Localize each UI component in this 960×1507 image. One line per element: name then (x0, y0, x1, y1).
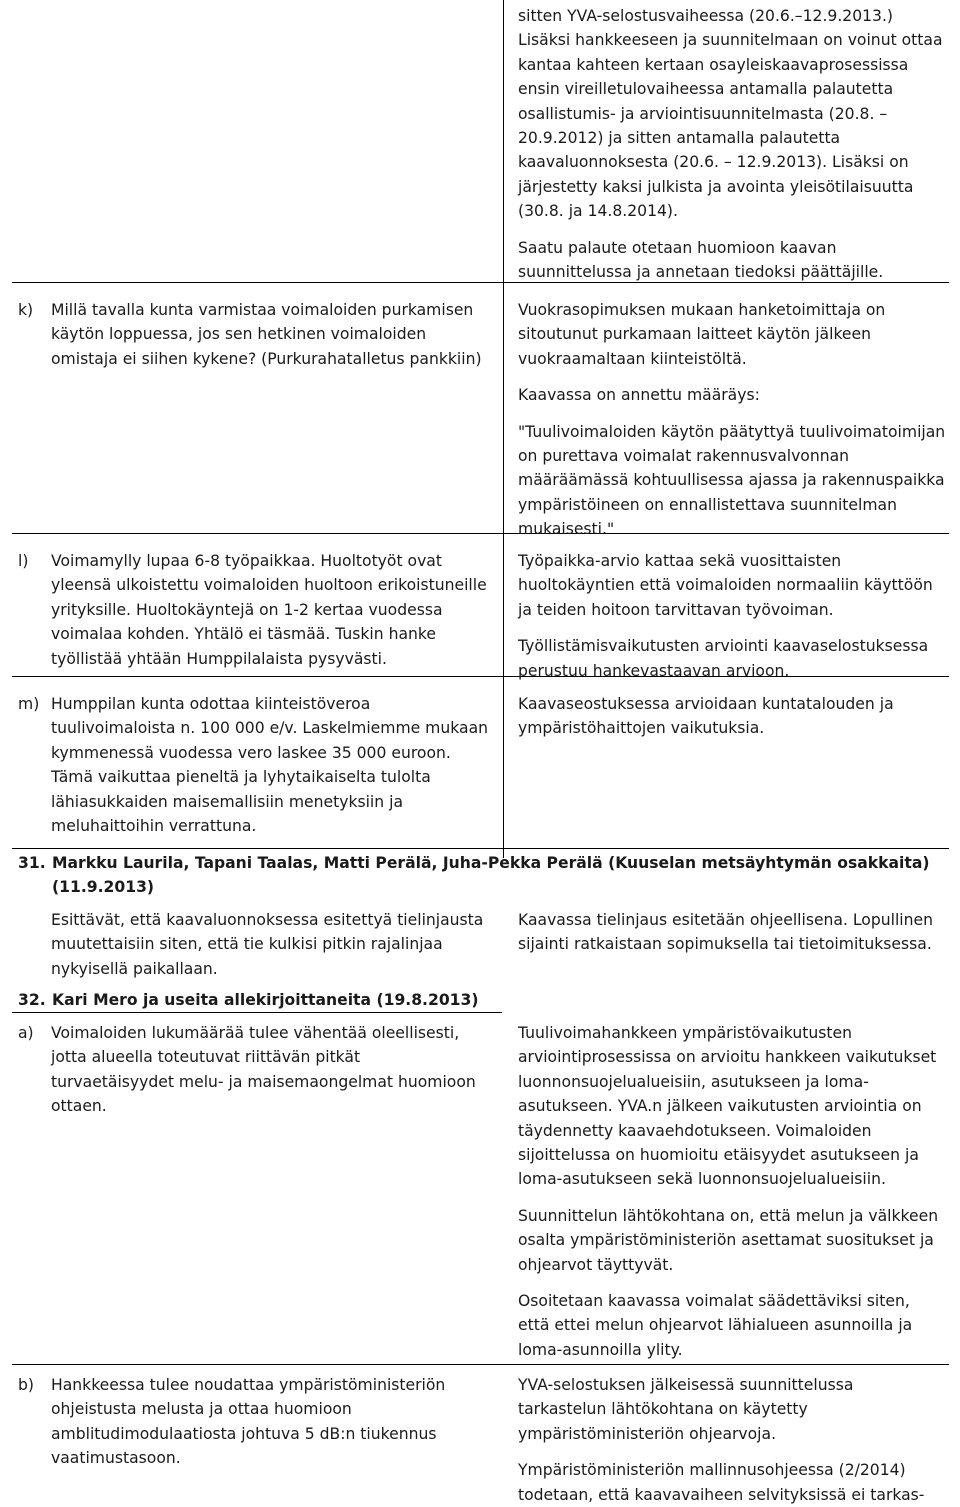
comment-text: Voimamylly lupaa 6-8 työpaikkaa. Huoltotyöt ovat yleensä ulkoistettu voimaloiden huoltoon erikoistuneille yrityksille. Huoltokäyntejä on 1-2 kertaa vuodessa voimalaa kohden. Yhtälö ei täsmää. Tuskin hanke työllistää yhtään Humppilalaista pysyvästi. (51, 552, 487, 668)
item-label: b) (18, 1376, 34, 1394)
response-paragraph: Saatu palaute otetaan huomioon kaavan suunnittelussa ja annetaan tiedoksi päättäjille. (518, 238, 884, 282)
comment-text: Hankkeessa tulee noudattaa ympäristöministeriön ohjeistusta melusta ja ottaa huomioon amblitudimodulaatiosta johtuva 5 dB:n tiukennus vaatimustasoon. (51, 1376, 446, 1468)
comment-text: Humppilan kunta odottaa kiinteistöveroa tuulivoimaloista n. 100 000 e/v. Laskelmiemme mukaan kymmenessä vuodessa vero laskee 35 000 euroon. Tämä vaikuttaa pieneltä ja lyhytaikaiselta tulolta lähiasukkaiden maisemallisiin menetyksiin ja meluhaittoihin verrattuna. (51, 695, 489, 836)
column-divider (503, 0, 504, 858)
response-k (518, 298, 946, 542)
comment-k (18, 298, 488, 371)
item-label: m) (18, 695, 40, 713)
response-paragraph: Työllistämisvaikutusten arviointi kaavaselostuksessa perustuu hankevastaavan arvioon. (518, 637, 929, 680)
response-32a (518, 1021, 946, 1362)
response-paragraph: "Tuulivoimaloiden käytön päätyttyä tuulivoimatoimijan on purettava voimalat rakennusvalvonnan määräämässä kohtuullisessa ajassa ja rakennuspaikka ympäristöineen on ennallistettava suunnitelman mukaisesti." (518, 422, 946, 539)
comment-text: Voimaloiden lukumäärää tulee vähentää oleellisesti, jotta alueella toteutuvat riittävän pitkät turvaetäisyydet melu- ja maisemaongelmat huomioon ottaen. (51, 1024, 476, 1116)
response-paragraph: Kaavaseostuksessa arvioidaan kuntatalouden ja ympäristöhaittojen vaikutuksia. (518, 695, 894, 738)
response-32b (518, 1373, 946, 1507)
response-paragraph: Kaavassa tielinjaus esitetään ohjeellisena. Lopullinen sijainti ratkaistaan sopimuksella tai tietoimituksessa. (518, 911, 933, 954)
row-divider (12, 1364, 949, 1365)
section-32-heading (18, 988, 948, 1012)
response-paragraph: Ympäristöministeriön mallinnusohjeessa (2/2014) todetaan, että kaavavaiheen selvityksissä ei tarkas- (518, 1461, 925, 1504)
comment-32b (18, 1373, 488, 1471)
section-divider (12, 1012, 502, 1013)
response-paragraph: Vuokrasopimuksen mukaan hanketoimittaja on sitoutunut purkamaan laitteet käytön jälkeen vuokraamaltaan kiinteistöltä. (518, 301, 886, 368)
response-paragraph: Tuulivoimahankkeen ympäristövaikutusten arviointiprosessissa on arvioitu hankkeen vaikutukset luonnonsuojelualueisiin, asutukseen ja loma-asutukseen. YVA.n jälkeen vaikutusten arviointia on täydennetty kaavaehdotukseen. Voimaloiden sijoittelussa on huomioitu etäisyydet asutukseen ja loma-asutukseen sekä luonnonsuojelualueisiin. (518, 1024, 937, 1189)
section-title: Kari Mero ja useita allekirjoittaneita (19.8.2013) (52, 991, 479, 1009)
comment-32a (18, 1021, 488, 1119)
comment-text: Esittävät, että kaavaluonnoksessa esitettyä tielinjausta muutettaisiin siten, että tie kulkisi pitkin rajalinjaa nykyisellä paikallaan. (51, 911, 484, 978)
section-number: 31. (18, 854, 46, 872)
response-31 (518, 908, 946, 957)
section-number: 32. (18, 991, 46, 1009)
item-label: l) (18, 552, 29, 570)
response-paragraph: Suunnittelun lähtökohtana on, että melun ja välkkeen osalta ympäristöministeriön asettamat suositukset ja ohjearvot täyttyvät. (518, 1206, 939, 1274)
response-paragraph: Kaavassa on annettu määräys: (518, 386, 760, 405)
section-title: Markku Laurila, Tapani Taalas, Matti Perälä, Juha-Pekka Perälä (Kuuselan metsäyhtymän osakkaita) (11.9.2013) (52, 854, 930, 897)
response-paragraph: YVA-selostuksen jälkeisessä suunnittelussa tarkastelun lähtökohtana on käytetty ympäristöministeriön ohjearvoja. (518, 1376, 854, 1443)
response-paragraph: sitten YVA-selostusvaiheessa (20.6.–12.9.2013.) Lisäksi hankkeeseen ja suunnitelmaan on voinut ottaa kantaa kahteen kertaan osayleiskaavaprosessissa ensin vireilletulovaiheessa antamalla palautetta osallistumis- ja arviointisuunnitelmasta (20.8. – 20.9.2012) ja sitten antamalla palautetta kaavaluonnoksesta (20.6. – 12.9.2013). Lisäksi on järjestetty kaksi julkista ja avointa yleisötilaisuutta (30.8. ja 14.8.2014). (518, 7, 943, 221)
response-m (518, 692, 946, 741)
row-divider (12, 848, 949, 849)
item-label: a) (18, 1024, 34, 1042)
comment-m (18, 692, 488, 838)
response-paragraph: Työpaikka-arvio kattaa sekä vuosittaisten huoltokäyntien että voimaloiden normaaliin käyttöön ja teiden hoitoon tarvittavan työvoiman. (518, 552, 933, 619)
comment-l (18, 549, 488, 671)
item-label: k) (18, 301, 34, 319)
comment-text: Millä tavalla kunta varmistaa voimaloiden purkamisen käytön loppuessa, jos sen hetkinen voimaloiden omistaja ei siihen kykene? (Purkurahatalletus pankkiin) (51, 301, 482, 368)
section-31-heading (18, 851, 948, 900)
comment-31 (51, 908, 496, 981)
continued-response (518, 4, 946, 284)
response-l (518, 549, 946, 683)
response-paragraph: Osoitetaan kaavassa voimalat säädettäviksi siten, että ettei melun ohjearvot lähialueen asunnoilla ja loma-asunnoilla ylity. (518, 1292, 913, 1359)
